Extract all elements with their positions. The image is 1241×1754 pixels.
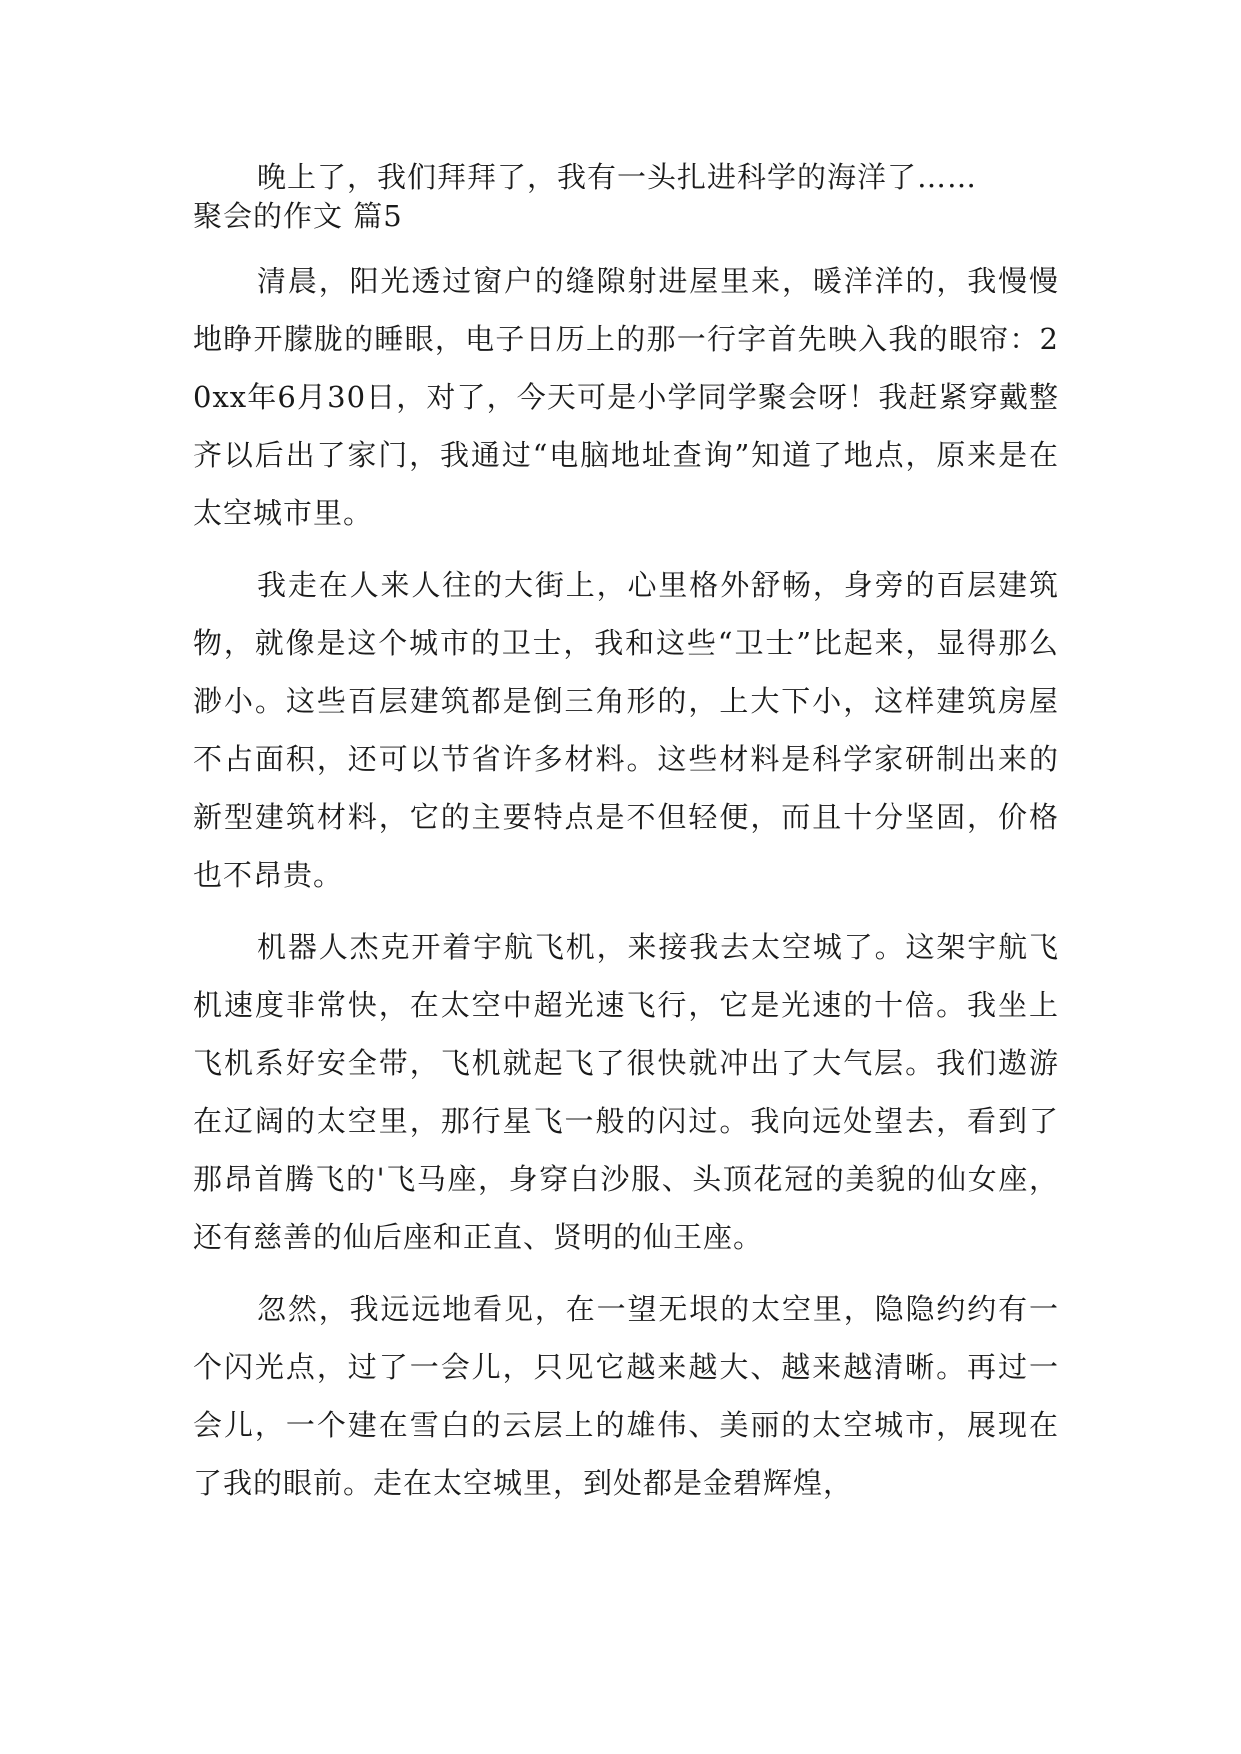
paragraph-4: 忽然，我远远地看见，在一望无垠的太空里，隐隐约约有一个闪光点，过了一会儿，只见它越来越大、越来越清晰。再过一会儿，一个建在雪白的云层上的雄伟、美丽的太空城市，展现在了我的眼前。走在太空城里，到处都是金碧辉煌， <box>193 1292 1059 1500</box>
paragraph-1: 清晨，阳光透过窗户的缝隙射进屋里来，暖洋洋的，我慢慢地睁开朦胧的睡眼，电子日历上的那一行字首先映入我的眼帘：20xx年6月30日，对了，今天可是小学同学聚会呀！我赶紧穿戴整齐以后出了家门，我通过“电脑地址查询”知道了地点，原来是在太空城市里。 <box>193 264 1059 530</box>
section-title: 聚会的作文 篇5 <box>193 199 403 233</box>
paragraph-2: 我走在人来人往的大街上，心里格外舒畅，身旁的百层建筑物，就像是这个城市的卫士，我和这些“卫士”比起来，显得那么渺小。这些百层建筑都是倒三角形的，上大下小，这样建筑房屋不占面积，还可以节省许多材料。这些材料是科学家研制出来的新型建筑材料，它的主要特点是不但轻便，而且十分坚固，价格也不昂贵。 <box>193 568 1059 892</box>
document-page <box>193 148 1059 1512</box>
paragraph-3: 机器人杰克开着宇航飞机，来接我去太空城了。这架宇航飞机速度非常快，在太空中超光速飞行，它是光速的十倍。我坐上飞机系好安全带，飞机就起飞了很快就冲出了大气层。我们遨游在辽阔的太空里，那行星飞一般的闪过。我向远处望去，看到了那昂首腾飞的'飞马座，身穿白沙服、头顶花冠的美貌的仙女座，还有慈善的仙后座和正直、贤明的仙王座。 <box>193 930 1059 1254</box>
intro-line: 晚上了，我们拜拜了，我有一头扎进科学的海洋了…… <box>257 160 978 194</box>
